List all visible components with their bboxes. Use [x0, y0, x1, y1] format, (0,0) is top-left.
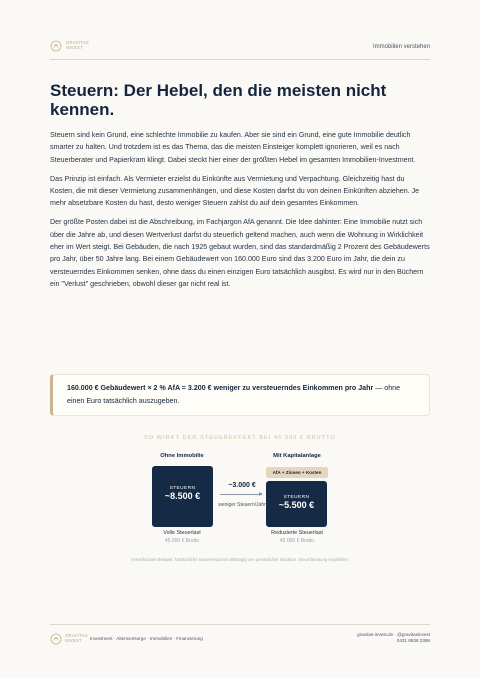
page-title: Steuern: Der Hebel, den die meisten nicht kennen. — [50, 81, 387, 119]
savings-arrow-line — [220, 494, 262, 495]
header-divider — [50, 59, 430, 60]
tax-box-without — [152, 466, 213, 527]
page-header — [0, 0, 480, 70]
footer-logo-line-1: GRAVITAS — [65, 633, 88, 639]
paragraph-2: Das Prinzip ist einfach. Als Vermieter erzielst du Einkünfte aus Vermietung und Verpachtung. Gleichzeitig hast du Kosten, die mit dieser Vermietung zusammenhängen, und diese Kosten darfst du von deinen Einkünften abziehen. Je mehr absetzbare Kosten du hast, desto weniger Steuern zahlst du auf dein gesamtes Einkommen. — [50, 174, 420, 208]
diagram-title: SO WIRKT DER STEUEREFFEKT BEI 45.000 € BRUTTO — [144, 435, 336, 441]
logo-line-2: INVEST — [66, 45, 83, 50]
left-column-heading: Ohne Immobilie — [160, 453, 204, 459]
right-caption: Reduzierte Steuerlast — [271, 530, 323, 536]
callout-formula: 160.000 € Gebäudewert × 2 % AfA = 3.200 € weniger zu versteuerndes Einkommen pro Jahr — [67, 384, 374, 392]
section-label: Immobilien verstehen — [372, 44, 430, 50]
footer-logo-line-2: INVEST — [65, 638, 82, 643]
left-caption: Volle Steuerlast — [163, 530, 201, 536]
disclaimer-note: Vereinfachtes Beispiel. Tatsächliche Steuerersparnis abhängig von persönlicher Situation. Steuerberatung empfohlen. — [130, 557, 350, 562]
body-text — [50, 129, 430, 297]
paragraph-3: Der größte Posten dabei ist die Abschreibung, im Fachjargon AfA genannt. Die Idee dahinter: Eine Immobilie nutzt sich über die Jahre ab, und diesen Wertverlust darfst du steuerlich geltend machen, auch wenn die Wohnung in Wirklichkeit eher im Wert steigt. Bei Gebäuden, die nach 1925 gebaut wurden, sind das standardmäßig 2 Prozent des Gebäudewerts pro Jahr, über 50 Jahre lang. Bei einem Gebäudewert von 160.000 Euro sind das 3.200 Euro im Jahr, die dein zu versteuerndes Einkommen senken, ohne dass du einen einzigen Euro tatsächlich ausgibst. Es wird nur in den Büchern ein "Verlust" geschrieben, obwohl dieser gar nicht real ist. — [50, 218, 430, 288]
left-caption-sub: 45.000 € Brutto — [164, 538, 200, 544]
deduction-pill: AfA + Zinsen + Kosten — [266, 467, 328, 478]
header-logo — [50, 40, 89, 52]
gravitas-logo-icon — [50, 633, 62, 645]
callout-rest: — ohne einen Euro tatsächlich auszugeben. — [67, 384, 401, 405]
arrow-right-icon — [259, 492, 263, 496]
footer-logo — [50, 633, 88, 645]
savings-value: ~3.000 € — [228, 482, 256, 489]
paragraph-1: Steuern sind kein Grund, eine schlechte Immobilie zu kaufen. Aber sie sind ein Grund, eine gute Immobilie deutlich smarter zu halten. Und trotzdem ist es das Thema, das die meisten Einsteiger komplett ignorieren, weil es nach Steuerberater und Papierkram klingt. Dabei steckt hier einer der größten Hebel im gesamten Immobilien-Investment. — [50, 131, 416, 164]
highlight-callout — [50, 374, 430, 416]
tax-box-label: STEUERN — [169, 486, 196, 491]
tax-box-label: STEUERN — [283, 495, 310, 500]
footer-phone[interactable]: 0431 8838 3388 — [396, 638, 430, 644]
footer-tagline: Investment · Altersvorsorge · Immobilien · Finanzierung — [90, 636, 203, 641]
right-caption-sub: 45.000 € Brutto — [279, 538, 315, 544]
savings-label: weniger Steuern/Jahr — [218, 502, 266, 508]
footer-contact — [357, 632, 430, 645]
footer-divider — [50, 624, 430, 625]
tax-box-value: ~8.500 € — [164, 491, 201, 501]
footer-web[interactable]: gravitas-invest.de · @gravitasinvest — [357, 632, 430, 637]
gravitas-logo-icon — [50, 40, 62, 52]
tax-box-value: ~5.500 € — [278, 500, 315, 510]
logo-line-1: GRAVITAS — [66, 40, 89, 46]
right-column-heading: Mit Kapitalanlage — [273, 453, 321, 459]
